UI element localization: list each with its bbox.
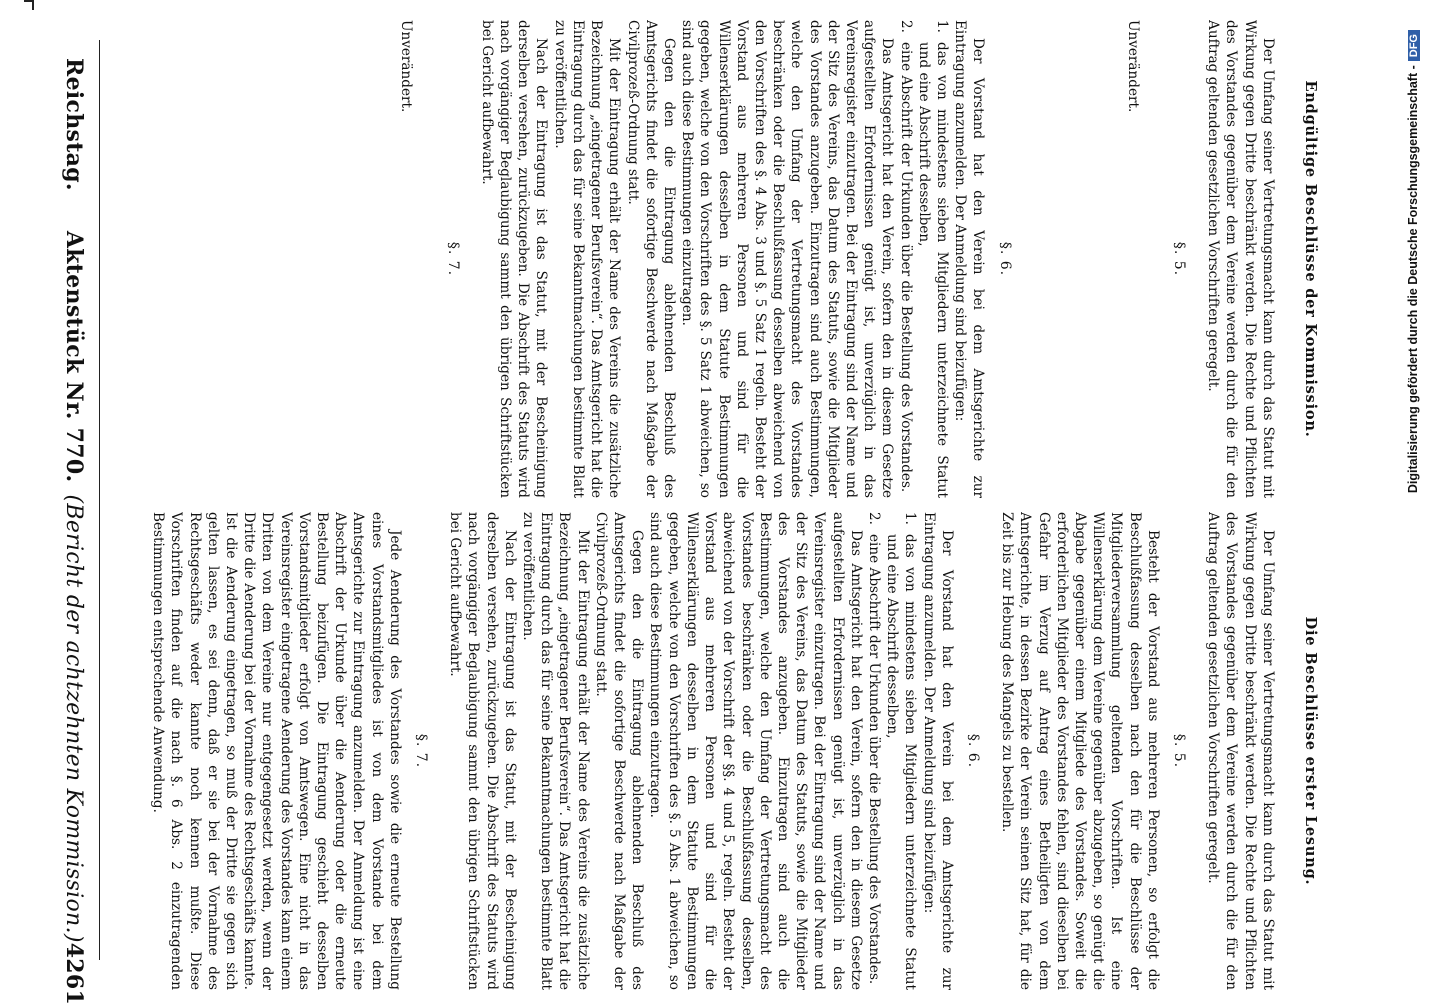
paragraph: Mit der Eintragung erhält der Name des Vereins die zusätzliche Bezeichnung „eingetragener Berufsverein“. Das Amtsgericht hat die Eintragung durch das für seine Bekanntmachungen bestimmte Blatt zu veröffentlichen.: [551, 20, 623, 498]
header-left: Reichstag.: [61, 58, 87, 191]
paragraph: Der Vorstand hat den Verein bei dem Amtsgerichte zur Eintragung anzumelden. Der Anmeldung sind beizufügen:: [920, 512, 955, 990]
section-heading: §. 5.: [1170, 241, 1187, 277]
paragraph: Der Umfang seiner Vertretungsmacht kann durch das Statut mit Wirkung gegen Dritte beschränkt werden. Die Rechte und Pflichten des Vorstandes gegenüber dem Vereine werden durch die für den Auftrag geltenden gesetzlichen Vorschriften geregelt.: [1205, 512, 1276, 990]
crop-mark: [24, 0, 34, 10]
list-item: [865, 512, 883, 990]
list-item: [896, 20, 914, 498]
dfg-logo: DFG: [1408, 30, 1420, 61]
list-number: 1.: [902, 512, 919, 525]
unchanged-note: Unverändert.: [398, 20, 415, 113]
list-item: [915, 20, 951, 498]
list-number: 2.: [897, 20, 914, 33]
column-final-decisions: [112, 20, 1377, 498]
header-middle: Aktenstück Nr. 770.: [61, 230, 87, 483]
paragraph: Gegen den die Eintragung ablehnenden Beschluß des Amtsgerichts findet die sofortige Beschwerde nach Maßgabe der Civilprozeß-Ordnung statt.: [592, 512, 646, 990]
header-rule: [99, 40, 100, 960]
list-text: eine Abschrift der Urkunden über die Bestellung des Vorstandes.: [897, 42, 914, 493]
paragraph: Nach der Eintragung ist das Statut, mit der Bescheinigung derselben versehen, zurückzugeben. Die Abschrift des Statuts wird nach vorgängiger Beglaubigung sammt den übrigen Schriftstücken bei Gericht aufbewahrt.: [478, 20, 550, 498]
paragraph: Der Vorstand hat den Verein bei dem Amtsgerichte zur Eintragung anzumelden. Der Anmeldung sind beizufügen:: [952, 20, 987, 498]
column-first-reading: [112, 512, 1377, 990]
column-title: Die Beschlüsse erster Lesung.: [1302, 616, 1319, 886]
column-title: Endgültige Beschlüsse der Kommission.: [1302, 80, 1319, 438]
list-text: eine Abschrift der Urkunden über die Bestellung des Vorstandes.: [865, 534, 882, 985]
unchanged-note: Unverändert.: [1124, 20, 1141, 113]
running-header: [57, 58, 87, 1005]
paragraph: Das Amtsgericht hat den Verein, sofern den in diesem Gesetze aufgestellten Erfordernissen genügt ist, unverzüglich in das Vereinsregister einzutragen. Bei der Eintragung sind der Name und der Sitz des Vereins, das Datum des Statuts, sowie die Mitglieder des Vorstandes anzugeben. Einzutragen sind auch Bestimmungen, welche den Umfang der Vertretungsmacht des Vorstandes beschränken oder die Beschlußfassung desselben abweichend von den Vorschriften des §. 4 Abs. 3 und §. 5 Satz 1 regeln. Besteht der Vorstand aus mehreren Personen und sind für die Willenserklärungen desselben in dem Statute Bestimmungen gegeben, welche von den Vorschriften des §. 5 Satz 1 abweichen, so sind auch diese Bestimmungen einzutragen.: [679, 20, 896, 498]
list-item: [883, 512, 919, 990]
section-heading: §. 7.: [413, 733, 430, 769]
paragraph: Nach der Eintragung ist das Statut, mit der Bescheinigung derselben versehen, zurückzugeben. Die Abschrift des Statuts wird nach vorgängiger Beglaubigung sammt den übrigen Schriftstücken bei Gericht aufbewahrt.: [447, 512, 518, 990]
list-text: das von mindestens sieben Mitgliedern unterzeichnete Statut und eine Abschrift desselben,: [915, 42, 950, 498]
paragraph: Der Umfang seiner Vertretungsmacht kann durch das Statut mit Wirkung gegen Dritte beschränkt werden. Die Rechte und Pflichten des Vorstandes gegenüber dem Vereine werden durch die für den Auftrag geltenden gesetzlichen Vorschriften geregelt.: [1205, 20, 1276, 498]
header-right: (Bericht der achtzehnten Kommission.): [61, 494, 86, 943]
list-number: 1.: [933, 20, 950, 33]
paragraph: Besteht der Vorstand aus mehreren Personen, so erfolgt die Beschlußfassung desselben nach den für die Beschlüsse der Mitgliederversammlung geltenden Vorschriften. Ist eine Willenserklärung dem Vereine gegenüber abzugeben, so genügt die Abgabe gegenüber einem Mitgliede des Vorstandes. Soweit die erforderlichen Mitglieder des Vorstandes fehlen, sind dieselben bei Gefahr im Verzug auf Antrag eines Betheiligten von dem Amtsgerichte, in dessen Bezirke der Verein seinen Sitz hat, für die Zeit bis zur Hebung des Mangels zu bestellen.: [999, 512, 1161, 990]
section-heading: §. 7.: [444, 241, 461, 277]
digitization-credit: [1406, 30, 1420, 970]
section-heading: §. 6.: [964, 733, 981, 769]
paragraph: Das Amtsgericht hat den Verein, sofern den in diesem Gesetze aufgestellten Erfordernissen genügt ist, unverzüglich in das Vereinsregister einzutragen. Bei der Eintragung sind der Name und der Sitz des Vereins, das Datum des Statuts, sowie die Mitglieder des Vorstandes anzugeben. Einzutragen sind auch die Bestimmungen, welche den Umfang der Vertretungsmacht des Vorstandes beschränken oder die Beschlußfassung desselben, abweichend von der Vorschrift der §§. 4 und 5, regeln. Besteht der Vorstand aus mehreren Personen und sind für die Willenserklärungen desselben in dem Statute Bestimmungen gegeben, welche von den Vorschriften des §. 5 Abs. 1 abweichen, so sind auch diese Bestimmungen einzutragen.: [647, 512, 864, 990]
credit-text: Digitalisierung gefördert durch die Deutsche Forschungsgemeinschaft -: [1406, 65, 1420, 494]
paragraph: Gegen den die Eintragung ablehnenden Beschluß des Amtsgerichts findet die sofortige Beschwerde nach Maßgabe der Civilprozeß-Ordnung statt.: [624, 20, 677, 498]
page-number: 4261: [61, 942, 87, 1005]
list-text: das von mindestens sieben Mitgliedern unterzeichnete Statut und eine Abschrift desselben,: [884, 534, 919, 990]
paragraph: Mit der Eintragung erhält der Name des Vereins die zusätzliche Bezeichnung „eingetragener Berufsverein“. Das Amtsgericht hat die Eintragung durch das für seine Bekanntmachungen bestimmte Blatt zu veröffentlichen.: [520, 512, 591, 990]
section-heading: §. 6.: [996, 241, 1013, 277]
list-number: 2.: [865, 512, 882, 525]
paragraph: Jede Aenderung des Vorstandes sowie die erneute Bestellung eines Vorstandsmitgliedes ist von dem Vorstande bei dem Amtsgerichte zur Eintragung anzumelden. Der Anmeldung ist eine Abschrift der Urkunde über die Aenderung oder die erneute Bestellung beizufügen. Die Eintragung geschieht desselben Vorstandsmitglieder erfolgt von Amtswegen. Eine nicht in das Vereinsregister eingetragene Aenderung des Vorstandes kann einem Dritten von dem Vereine nur entgegengesetzt werden, wenn der Dritte die Aenderung bei der Vornahme des Rechtsgeschäfts kannte. Ist die Aenderung eingetragen, so muß der Dritte sie gegen sich gelten lassen, es sei denn, daß er sie bei der Vornahme des Rechtsgeschäfts weder kannte noch kennen mußte. Diese Vorschriften finden auf die nach §. 6 Abs. 2 einzutragenden Bestimmungen entsprechende Anwendung.: [150, 512, 403, 990]
section-heading: §. 5.: [1170, 733, 1187, 769]
